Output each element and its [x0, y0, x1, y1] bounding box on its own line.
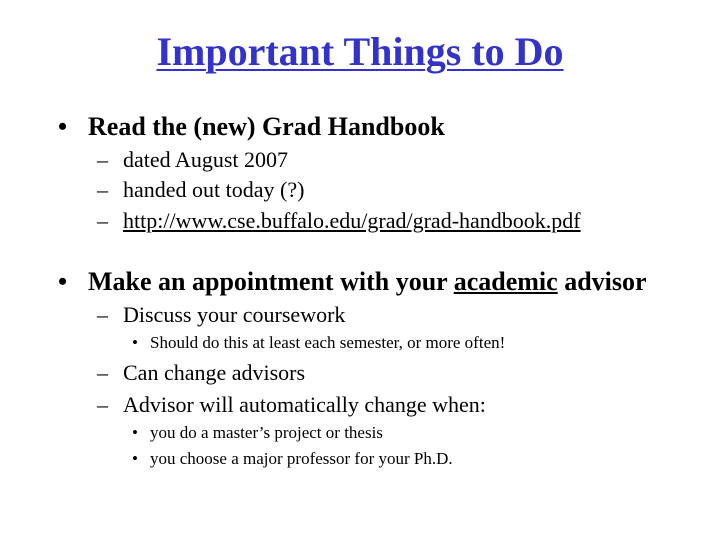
bullet-marker: •: [58, 112, 68, 141]
bullet-marker: •: [132, 449, 138, 468]
title-text: Important Things to Do: [156, 29, 564, 74]
sub-item-handbook-link: [97, 208, 581, 234]
handbook-link[interactable]: http://www.cse.buffalo.edu/grad/grad-handbook.pdf: [123, 208, 581, 233]
bullet-read-handbook: [58, 112, 445, 142]
sub-item-text: Can change advisors: [123, 360, 306, 385]
bullet-text: Read the (new) Grad Handbook: [88, 112, 445, 141]
dash-marker: –: [97, 392, 108, 417]
bullet-text-underlined: academic: [453, 267, 558, 296]
subsub-item-semester: [132, 332, 505, 354]
subsub-item-text: Should do this at least each semester, or more often!: [150, 333, 506, 352]
subsub-item-major-professor: [132, 448, 453, 470]
dash-marker: –: [97, 302, 108, 327]
sub-item-dated: [97, 147, 288, 173]
dash-marker: –: [97, 177, 108, 202]
sub-item-handed-out: [97, 177, 304, 203]
sub-item-coursework: [97, 302, 345, 328]
subsub-item-masters-project: [132, 422, 383, 444]
sub-item-change-advisors: [97, 360, 305, 386]
subsub-item-text: you do a master’s project or thesis: [150, 423, 383, 442]
bullet-marker: •: [132, 333, 138, 352]
subsub-item-text: you choose a major professor for your Ph.D.: [150, 449, 453, 468]
bullet-marker: •: [58, 267, 68, 296]
dash-marker: –: [97, 147, 108, 172]
sub-item-text: Discuss your coursework: [123, 302, 346, 327]
sub-item-auto-change: [97, 392, 486, 418]
bullet-appointment: [58, 267, 647, 297]
sub-item-text: Advisor will automatically change when:: [123, 392, 486, 417]
dash-marker: –: [97, 208, 108, 233]
sub-item-text: handed out today (?): [123, 177, 305, 202]
bullet-text-after: advisor: [557, 267, 647, 296]
bullet-text-before: Make an appointment with your: [88, 267, 454, 296]
sub-item-text: dated August 2007: [123, 147, 288, 172]
bullet-marker: •: [132, 423, 138, 442]
dash-marker: –: [97, 360, 108, 385]
slide-title: [0, 28, 720, 76]
